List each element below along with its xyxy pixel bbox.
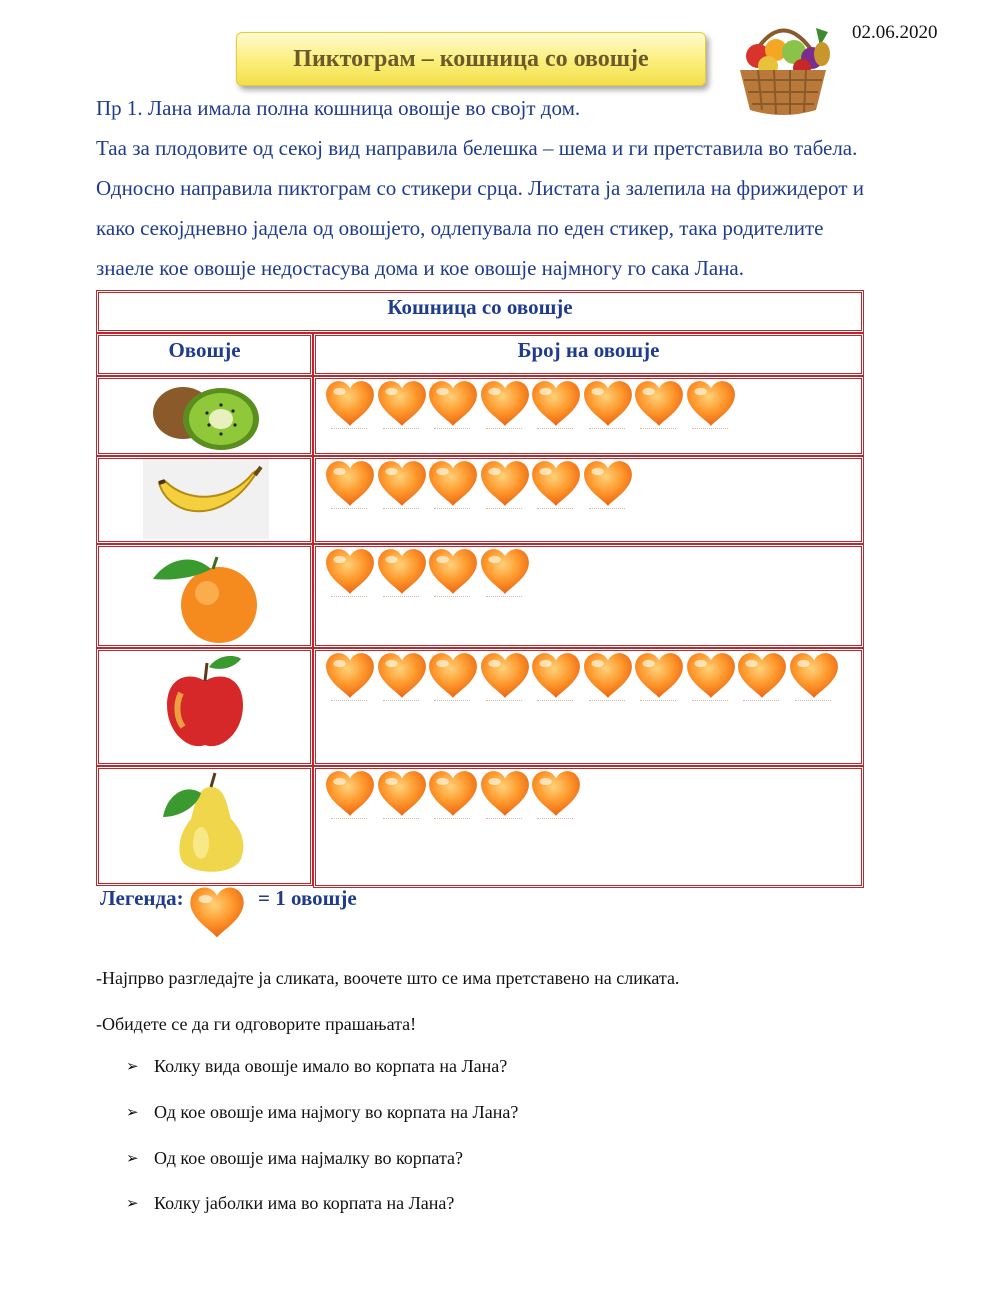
heart-icon	[324, 651, 376, 707]
question-text: Колку јаболки има во корпата на Лана?	[154, 1193, 455, 1213]
heart-icon	[736, 651, 788, 707]
intro-line: Таа за плодовите од секој вид направила белешка – шема и ги претставила во табела.	[96, 136, 858, 160]
question-text: Од кое овошје има најмалку во корпата?	[154, 1148, 464, 1168]
heart-icon	[530, 769, 582, 825]
heart-icon	[530, 459, 582, 515]
legend-label: Легенда:	[100, 886, 184, 910]
question-text: Од кое овошје има најмогу во корпата на Лана?	[154, 1102, 519, 1122]
bullet-arrow-icon: ➢	[126, 1105, 139, 1121]
count-cell-kiwi	[313, 376, 864, 456]
heart-icon	[376, 459, 428, 515]
page-title-text: Пиктограм – кошница со овошје	[293, 45, 649, 72]
heart-icon	[633, 379, 685, 435]
column-header-fruit	[96, 333, 313, 376]
question-3	[126, 1148, 463, 1169]
date: 02.06.2020	[852, 22, 938, 43]
apple-icon	[161, 653, 251, 753]
count-cell-banana	[313, 456, 864, 544]
pear-icon	[161, 771, 253, 881]
count-cell-apple	[313, 648, 864, 766]
intro-line: како секојдневно јадела од овошјето, одлепувала по еден стикер, така родителите	[96, 216, 824, 240]
kiwi-icon	[149, 379, 261, 451]
intro-text	[96, 92, 976, 292]
table-caption	[96, 290, 864, 333]
heart-icon	[427, 651, 479, 707]
heart-icon	[479, 459, 531, 515]
question-1	[126, 1056, 507, 1077]
intro-line: знаеле кое овошје недостасува дома и кое овошје најмногу го сака Лана.	[96, 256, 745, 280]
column-header-count-text: Број на овошје	[517, 338, 660, 362]
instruction-1: -Најпрво разгледајте ја сликата, воочете што се има претставено на сликата.	[96, 968, 680, 988]
heart-icon	[324, 379, 376, 435]
heart-row-kiwi	[324, 379, 736, 435]
intro-line: Пр 1. Лана имала полна кошница овошје во својт дом.	[96, 96, 581, 120]
table-caption-text: Кошница со овошје	[387, 295, 573, 319]
question-2	[126, 1102, 518, 1123]
heart-icon	[685, 651, 737, 707]
heart-icon	[479, 769, 531, 825]
heart-row-banana	[324, 459, 633, 515]
heart-icon	[376, 651, 428, 707]
heart-icon	[479, 651, 531, 707]
heart-icon	[324, 459, 376, 515]
intro-line: Односно направила пиктограм со стикери срца. Листата ја залепила на фрижидерот и	[96, 176, 864, 200]
instruction-2: -Обидете се да ги одговорите прашањата!	[96, 1014, 417, 1034]
legend-heart-icon	[188, 886, 246, 945]
fruit-cell-apple	[96, 648, 313, 766]
bullet-arrow-icon: ➢	[126, 1059, 139, 1075]
heart-icon	[633, 651, 685, 707]
fruit-cell-banana	[96, 456, 313, 544]
orange-icon	[151, 551, 261, 643]
column-header-count	[313, 333, 864, 376]
heart-row-apple	[324, 651, 839, 707]
heart-icon	[582, 651, 634, 707]
legend-equals: = 1 овошје	[258, 886, 357, 910]
heart-icon	[324, 769, 376, 825]
heart-icon	[324, 547, 376, 603]
bullet-arrow-icon: ➢	[126, 1151, 139, 1167]
heart-icon	[479, 379, 531, 435]
heart-row-pear	[324, 769, 582, 825]
heart-icon	[376, 379, 428, 435]
heart-icon	[530, 651, 582, 707]
fruit-cell-kiwi	[96, 376, 313, 456]
fruit-cell-pear	[96, 766, 313, 886]
heart-icon	[427, 547, 479, 603]
count-cell-orange	[313, 544, 864, 648]
banana-icon	[155, 465, 265, 531]
heart-icon	[685, 379, 737, 435]
heart-icon	[479, 547, 531, 603]
heart-icon	[530, 379, 582, 435]
fruit-cell-orange	[96, 544, 313, 648]
heart-icon	[788, 651, 840, 707]
heart-icon	[582, 459, 634, 515]
question-text: Колку вида овошје имало во корпата на Лана?	[154, 1056, 508, 1076]
heart-row-orange	[324, 547, 530, 603]
heart-icon	[427, 769, 479, 825]
pictogram-table	[96, 290, 864, 888]
question-4	[126, 1193, 454, 1214]
count-cell-pear	[313, 766, 864, 888]
page-title	[236, 32, 706, 86]
bullet-arrow-icon: ➢	[126, 1196, 139, 1212]
heart-icon	[582, 379, 634, 435]
heart-icon	[376, 769, 428, 825]
heart-icon	[427, 459, 479, 515]
column-header-fruit-text: Овошје	[168, 338, 241, 362]
heart-icon	[376, 547, 428, 603]
heart-icon	[427, 379, 479, 435]
